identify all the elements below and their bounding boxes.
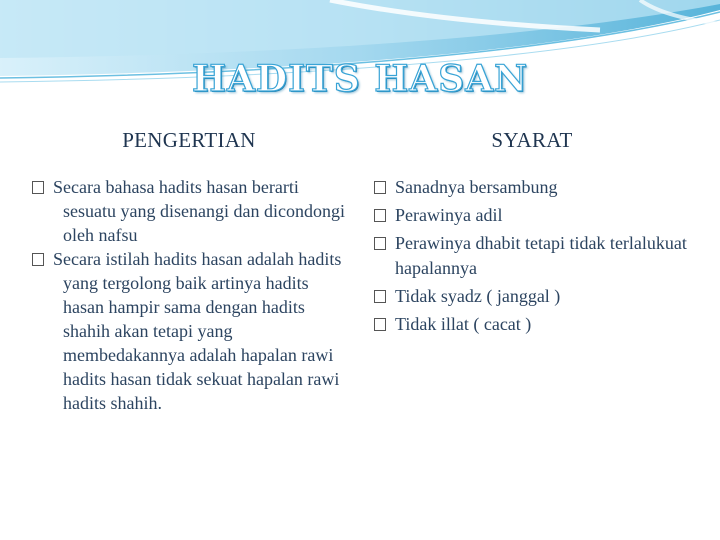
list-item-text: Tidak syadz ( janggal ) — [395, 286, 561, 306]
bullet-box-icon — [32, 181, 44, 194]
list-item — [372, 231, 692, 281]
list-item-text: Secara bahasa hadits hasan berarti sesuatu yang disenangi dan dicondongi oleh nafsu — [53, 177, 345, 245]
page-title: HADITS HASAN — [191, 58, 529, 100]
bullet-box-icon — [374, 290, 386, 303]
list-item — [372, 175, 692, 200]
list-item — [372, 203, 692, 228]
list-item — [30, 247, 348, 415]
list-item-text: Perawinya dhabit tetapi tidak terlalukuat hapalannya — [395, 233, 687, 278]
pengertian-list — [30, 175, 348, 415]
list-item-text: Secara istilah hadits hasan adalah hadits yang tergolong baik artinya hadits hasan hampir sama dengan hadits shahih akan tetapi yang membedakannya adalah hapalan rawi hadits hasan tidak sekuat hapalan rawi hadits shahih. — [53, 249, 342, 413]
pengertian-heading: PENGERTIAN — [122, 128, 256, 152]
list-item — [372, 312, 692, 337]
list-item-text: Perawinya adil — [395, 205, 503, 225]
list-item-text: Sanadnya bersambung — [395, 177, 558, 197]
bullet-box-icon — [374, 181, 386, 194]
pengertian-column — [30, 128, 348, 415]
bullet-box-icon — [374, 237, 386, 250]
syarat-column — [372, 128, 692, 340]
bullet-box-icon — [374, 209, 386, 222]
list-item — [372, 284, 692, 309]
syarat-list — [372, 175, 692, 337]
list-item-text: Tidak illat ( cacat ) — [395, 314, 532, 334]
bullet-box-icon — [32, 253, 44, 266]
list-item — [30, 175, 348, 247]
syarat-heading: SYARAT — [491, 128, 573, 152]
bullet-box-icon — [374, 318, 386, 331]
